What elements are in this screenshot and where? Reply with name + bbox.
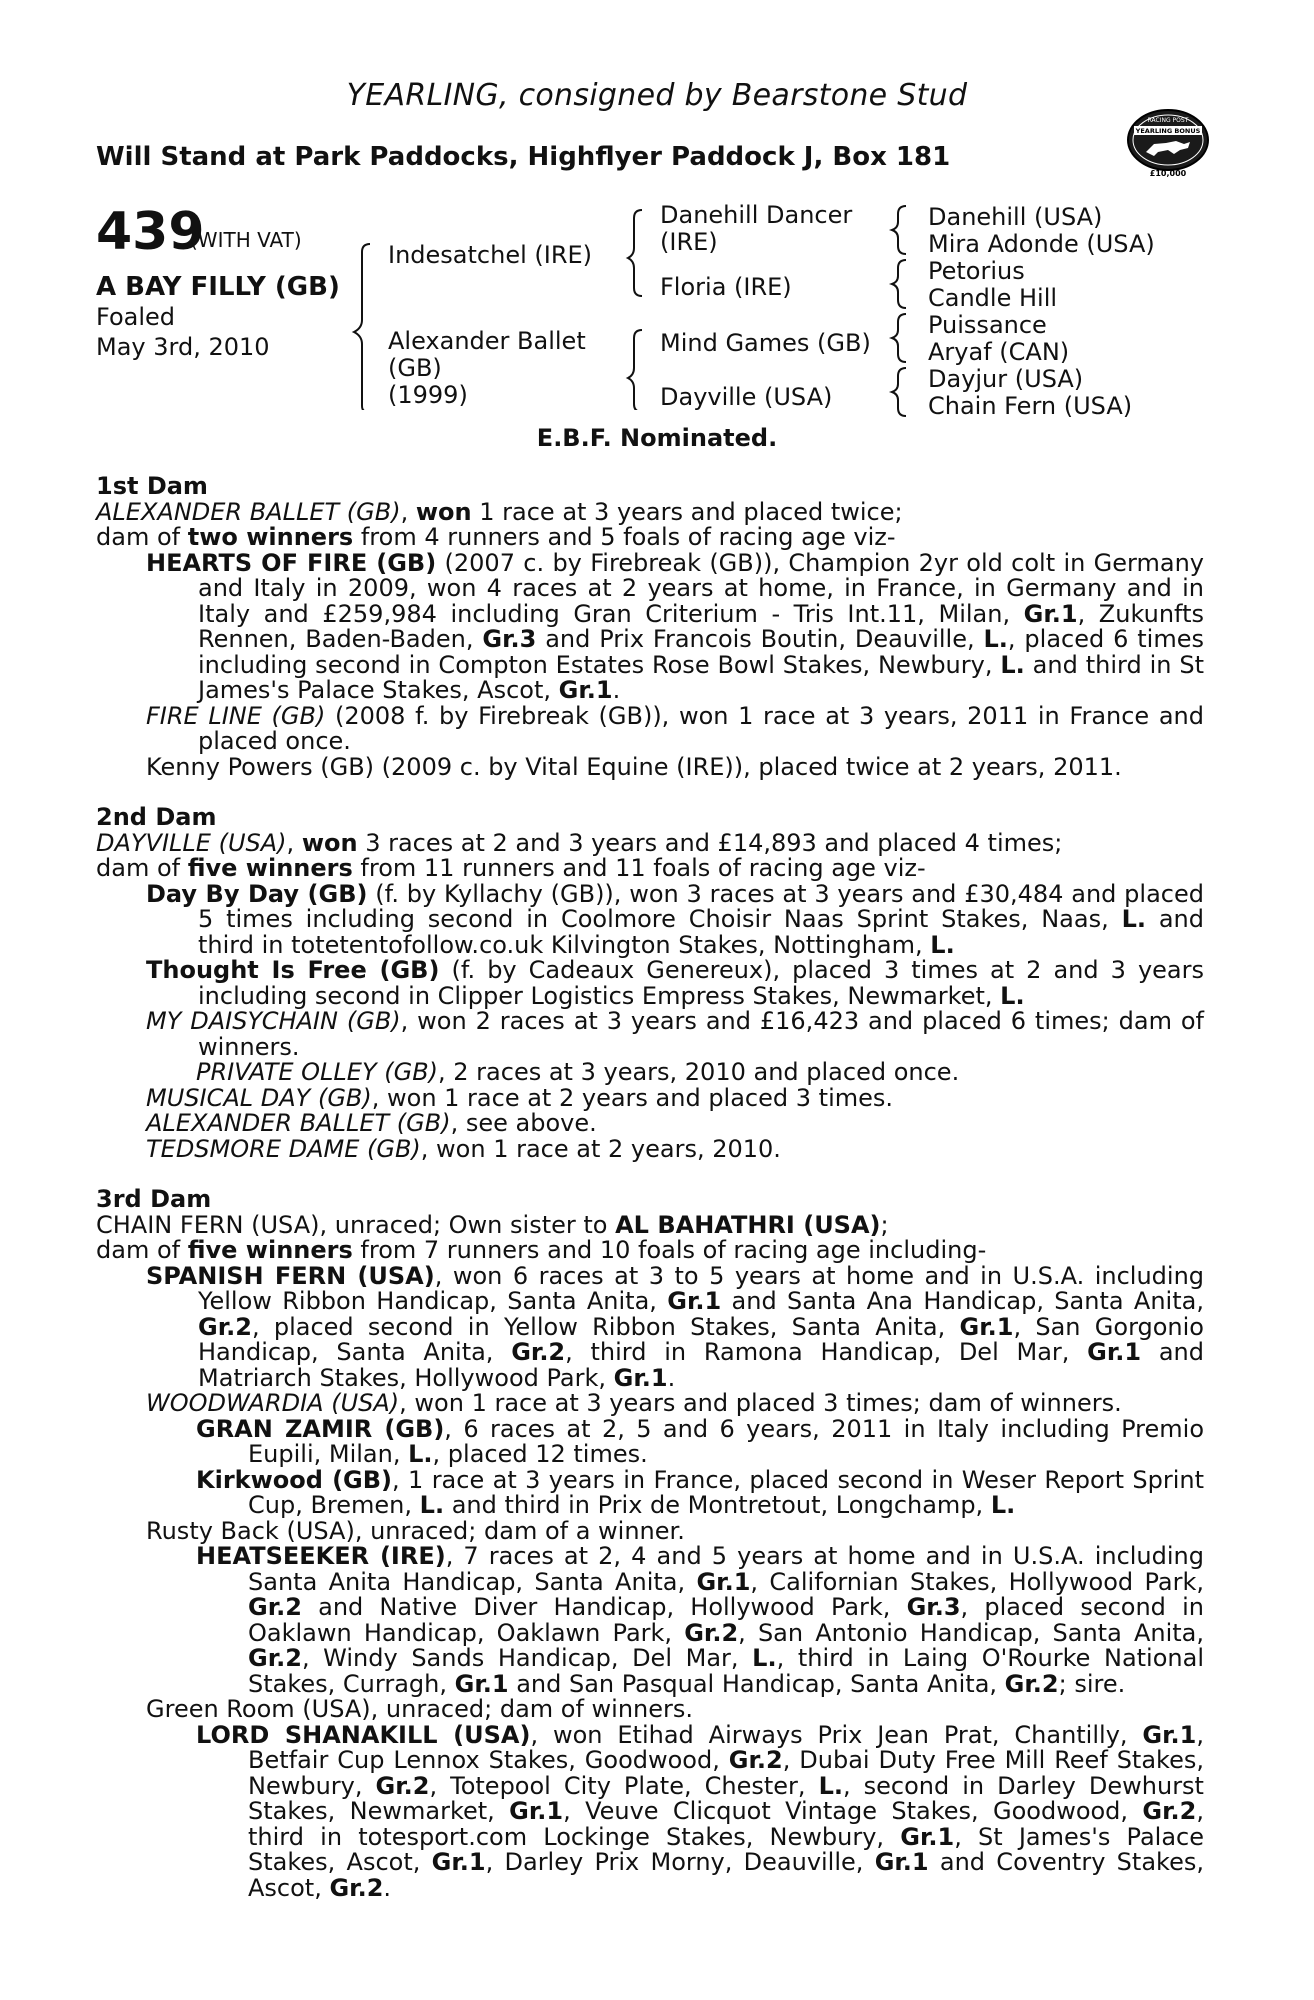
pedigree-dam-line3: (1999) xyxy=(388,381,468,409)
first-dam-heading: 1st Dam xyxy=(96,472,208,500)
second-dam-line1: DAYVILLE (USA), won 3 races at 2 and 3 years and £14,893 and placed 4 times; xyxy=(96,828,1063,857)
location-line: Will Stand at Park Paddocks, Highflyer Paddock J, Box 181 xyxy=(96,142,951,172)
first-dam-line2: dam of two winners from 4 runners and 5 foals of racing age viz- xyxy=(96,523,896,551)
svg-text:RACING POST: RACING POST xyxy=(1147,117,1189,124)
horse-name: A BAY FILLY (GB) xyxy=(96,272,340,302)
fire-line-entry: FIRE LINE (GB) (2008 f. by Firebreak (GB)), won 1 race at 3 years, 2011 in France and placed once. xyxy=(146,701,1204,755)
pedigree-dsd: Aryaf (CAN) xyxy=(928,338,1070,366)
alexander-ballet-ref-entry: ALEXANDER BALLET (GB), see above. xyxy=(146,1109,597,1137)
pedigree-dam-line1: Alexander Ballet xyxy=(388,327,586,355)
second-dam-line2: dam of five winners from 11 runners and 11 foals of racing age viz- xyxy=(96,854,926,882)
lord-shanakill-entry: LORD SHANAKILL (USA), won Etihad Airways Prix Jean Prat, Chantilly, Gr.1, Betfair Cup Lennox Stakes, Goodwood, Gr.2, Dubai Duty Free Mill Reef Stakes, Newbury, Gr.2, Totepool City Plate, Chester, L., second in Darley Dewhurst Stakes, Newmarket, Gr.1, Veuve Clicquot Vintage Stakes, Goodwood, Gr.2, third in totesport.com Lockinge Stakes, Newbury, Gr.1, St James's Palace Stakes, Ascot, Gr.1, Darley Prix Morny, Deauville, Gr.1 and Coventry Stakes, Ascot, Gr.2. xyxy=(196,1720,1204,1902)
spanish-fern-entry: SPANISH FERN (USA), won 6 races at 3 to 5 years at home and in U.S.A. including Yellow Ribbon Handicap, Santa Anita, Gr.1 and Santa Ana Handicap, Santa Anita, Gr.2, placed second in Yellow Ribbon Stakes, Santa Anita, Gr.1, San Gorgonio Handicap, Santa Anita, Gr.2, third in Ramona Handicap, Del Mar, Gr.1 and Matriarch Stakes, Hollywood Park, Gr.1. xyxy=(146,1261,1205,1392)
second-dam-heading: 2nd Dam xyxy=(96,803,217,831)
pedigree-dam-sire: Mind Games (GB) xyxy=(660,329,871,357)
pedigree-sire-dam: Floria (IRE) xyxy=(660,273,792,301)
kenny-powers-entry: Kenny Powers (GB) (2009 c. by Vital Equine (IRE)), placed twice at 2 years, 2011. xyxy=(146,752,1122,781)
pedigree-dds: Dayjur (USA) xyxy=(928,365,1084,393)
pedigree-dss: Puissance xyxy=(928,311,1047,339)
first-dam-line1: ALEXANDER BALLET (GB), won 1 race at 3 years and placed twice; xyxy=(96,497,903,526)
pedigree-sire-sire xyxy=(660,202,852,256)
svg-text:YEARLING BONUS: YEARLING BONUS xyxy=(1135,127,1201,135)
hearts-of-fire-entry: HEARTS OF FIRE (GB) (2007 c. by Firebreak (GB)), Champion 2yr old colt in Germany and Italy in 2009, won 4 races at 2 years at home, in France, in Germany and in Italy and £259,984 including Gran Criterium - Tris Int.11, Milan, Gr.1, Zukunfts Rennen, Baden-Baden, Gr.3 and Prix Francois Boutin, Deauville, L., placed 6 times including second in Compton Estates Rose Bowl Stakes, Newbury, L. and third in St James's Palace Stakes, Ascot, Gr.1. xyxy=(146,548,1204,704)
pedigree-brackets-right xyxy=(886,200,926,420)
pedigree-dam-dam: Dayville (USA) xyxy=(660,383,833,411)
pedigree-ss-line2: (IRE) xyxy=(660,228,718,256)
pedigree-sire: Indesatchel (IRE) xyxy=(388,241,593,269)
day-by-day-entry: Day By Day (GB) (f. by Kyllachy (GB)), won 3 races at 3 years and £30,484 and placed 5 times including second in Coolmore Choisir Naas Sprint Stakes, Naas, L. and third in totetentofollow.co.uk Kilvington Stakes, Nottingham, L. xyxy=(146,879,1204,959)
page-title: YEARLING, consigned by Bearstone Stud xyxy=(346,78,968,113)
green-room-entry: Green Room (USA), unraced; dam of winners. xyxy=(146,1695,694,1723)
yearling-bonus-badge xyxy=(1124,98,1212,182)
dam-sections xyxy=(96,474,1204,1901)
woodwardia-entry: WOODWARDIA (USA), won 1 race at 3 years and placed 3 times; dam of winners. xyxy=(146,1389,1122,1417)
gran-zamir-entry: GRAN ZAMIR (GB), 6 races at 2, 5 and 6 years, 2011 in Italy including Premio Eupili, Milan, L., placed 12 times. xyxy=(196,1414,1204,1468)
third-dam-line2: dam of five winners from 7 runners and 10 foals of racing age including- xyxy=(96,1236,987,1264)
heatseeker-entry: HEATSEEKER (IRE), 7 races at 2, 4 and 5 years at home and in U.S.A. including Santa Anita Handicap, Santa Anita, Gr.1, Californian Stakes, Hollywood Park, Gr.2 and Native Diver Handicap, Hollywood Park, Gr.3, placed second in Oaklawn Handicap, Oaklawn Park, Gr.2, San Antonio Handicap, Santa Anita, Gr.2, Windy Sands Handicap, Del Mar, L., third in Laing O'Rourke National Stakes, Curragh, Gr.1 and San Pasqual Handicap, Santa Anita, Gr.2; sire. xyxy=(196,1542,1204,1698)
svg-text:£10,000: £10,000 xyxy=(1149,169,1187,178)
pedigree-ssd: Mira Adonde (USA) xyxy=(928,230,1155,258)
pedigree-sds: Petorius xyxy=(928,257,1025,285)
foaled-info xyxy=(96,302,270,362)
foaled-label: Foaled xyxy=(96,303,176,331)
pedigree-ss-line1: Danehill Dancer xyxy=(660,201,853,229)
third-dam-line1: CHAIN FERN (USA), unraced; Own sister to AL BAHATHRI (USA); xyxy=(96,1210,889,1239)
thought-is-free-entry: Thought Is Free (GB) (f. by Cadeaux Genereux), placed 3 times at 2 and 3 years including second in Clipper Logistics Empress Stakes, Newmarket, L. xyxy=(146,956,1204,1010)
musical-day-entry: MUSICAL DAY (GB), won 1 race at 2 years and placed 3 times. xyxy=(146,1083,894,1112)
pedigree-dam-line2: (GB) xyxy=(388,354,442,382)
pedigree-sdd: Candle Hill xyxy=(928,284,1058,312)
ebf-nominated: E.B.F. Nominated. xyxy=(536,424,778,452)
vat-label: (WITH VAT) xyxy=(190,228,302,252)
foaled-date: May 3rd, 2010 xyxy=(96,333,270,361)
kirkwood-entry: Kirkwood (GB), 1 race at 3 years in France, placed second in Weser Report Sprint Cup, Bremen, L. and third in Prix de Montretout, Longchamp, L. xyxy=(196,1465,1204,1519)
my-daisychain-entry: MY DAISYCHAIN (GB), won 2 races at 3 years and £16,423 and placed 6 times; dam of winners. xyxy=(146,1007,1204,1061)
rusty-back-entry: Rusty Back (USA), unraced; dam of a winner. xyxy=(146,1516,685,1545)
lot-number: 439 xyxy=(96,202,205,262)
third-dam-heading: 3rd Dam xyxy=(96,1185,212,1213)
tedsmore-dame-entry: TEDSMORE DAME (GB), won 1 race at 2 years, 2010. xyxy=(146,1134,781,1163)
pedigree-ddd: Chain Fern (USA) xyxy=(928,392,1133,420)
private-olley-entry: PRIVATE OLLEY (GB), 2 races at 3 years, 2010 and placed once. xyxy=(196,1058,960,1086)
pedigree-dam xyxy=(388,328,586,409)
pedigree-sss: Danehill (USA) xyxy=(928,203,1103,231)
